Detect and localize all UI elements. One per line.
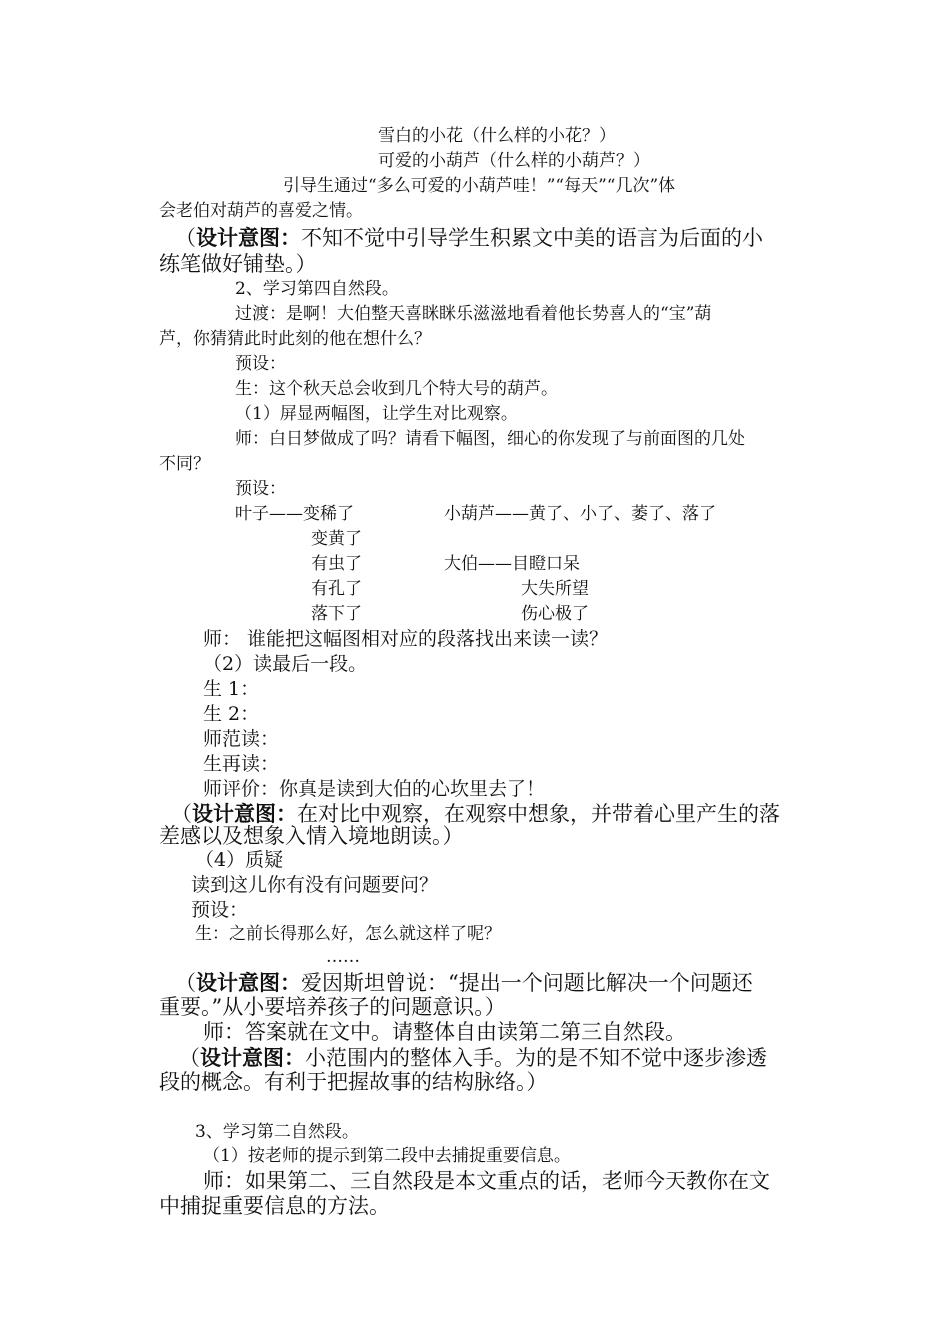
- design-intent-line: （设计意图：不知不觉中引导学生积累文中美的语言为后面的小: [175, 225, 763, 250]
- text-line: 师评价：你真是读到大伯的心坎里去了！: [203, 778, 546, 800]
- text-line: 生再读：: [203, 753, 280, 775]
- section-heading: 2、学习第四自然段。: [235, 279, 399, 299]
- comparison-uncle: 大伯——目瞪口呆: [444, 554, 580, 574]
- design-intent-line: （设计意图：小范围内的整体入手。为的是不知不觉中逐步渗透: [179, 1045, 767, 1070]
- text-line: （4）质疑: [195, 849, 284, 871]
- comparison-uncle: 大失所望: [521, 579, 589, 599]
- text-line: 读到这儿你有没有问题要问？: [191, 874, 439, 896]
- text-line: 中捕捉重要信息的方法。: [159, 1194, 390, 1218]
- design-intent-label: 设计意图：: [200, 1045, 305, 1070]
- text-line: 师：答案就在文中。请整体自由读第二第三自然段。: [203, 1020, 686, 1044]
- comparison-uncle: 伤心极了: [521, 604, 589, 624]
- text-line: 预设：: [235, 354, 286, 374]
- comparison-leaf: 有孔了: [311, 579, 362, 599]
- design-intent-line: （设计意图：在对比中观察，在观察中想象，并带着心里产生的落: [171, 801, 780, 826]
- text-line: 过渡：是啊！大伯整天喜眯眯乐滋滋地看着他长势喜人的“宝”葫: [235, 304, 712, 324]
- text-line: 重要。”从小要培养孩子的问题意识。）: [159, 995, 506, 1019]
- text-line: 预设：: [235, 479, 286, 499]
- design-intent-label: 设计意图：: [192, 801, 297, 826]
- text-line: 引导生通过“多么可爱的小葫芦哇！”“每天”“几次”体: [283, 176, 676, 196]
- text-line: 生 1：: [203, 678, 260, 700]
- text-line: 段的概念。有利于把握故事的结构脉络。）: [159, 1070, 548, 1094]
- text-line: 师： 谁能把这幅图相对应的段落找出来读一读？: [203, 628, 609, 650]
- text-line: 生：之前长得那么好，怎么就这样了呢？: [195, 924, 501, 944]
- text-line: 练笔做好铺垫。）: [159, 252, 317, 276]
- text-line: （1）屏显两幅图，让学生对比观察。: [235, 404, 518, 424]
- text-line: 师：如果第二、三自然段是本文重点的话，老师今天教你在文: [203, 1169, 770, 1193]
- text-line: 预设：: [191, 899, 249, 921]
- comparison-leaf: 有虫了: [311, 554, 362, 574]
- text-line: 生 2：: [203, 703, 260, 725]
- comparison-leaf: 落下了: [311, 604, 362, 624]
- text-line: （2）读最后一段。: [203, 653, 368, 675]
- design-intent-line: （设计意图：爱因斯坦曾说：“提出一个问题比解决一个问题还: [175, 970, 753, 995]
- text-line: 生：这个秋天总会收到几个特大号的葫芦。: [235, 379, 558, 399]
- text-line: 可爱的小葫芦（什么样的小葫芦？）: [378, 151, 650, 171]
- text-line: 师范读：: [203, 728, 280, 750]
- text-line: 不同？: [159, 454, 210, 474]
- text-line: （1）按老师的提示到第二段中去捕捉重要信息。: [203, 1146, 571, 1166]
- text-line: 会老伯对葫芦的喜爱之情。: [159, 201, 363, 221]
- comparison-leaf: 叶子——变稀了: [235, 504, 354, 524]
- comparison-gourd: 小葫芦——黄了、小了、萎了、落了: [444, 504, 716, 524]
- text-line: 差感以及想象入情入境地朗读。）: [159, 824, 464, 848]
- section-heading: 3、学习第二自然段。: [195, 1122, 359, 1142]
- text-line: 师：白日梦做成了吗？请看下幅图，细心的你发现了与前面图的几处: [235, 429, 745, 449]
- design-intent-label: 设计意图：: [196, 225, 301, 250]
- comparison-leaf: 变黄了: [311, 529, 362, 549]
- ellipsis: ……: [326, 947, 360, 967]
- text-line: 雪白的小花（什么样的小花？）: [378, 126, 616, 146]
- design-intent-label: 设计意图：: [196, 970, 301, 995]
- text-line: 芦，你猜猜此时此刻的他在想什么？: [159, 329, 431, 349]
